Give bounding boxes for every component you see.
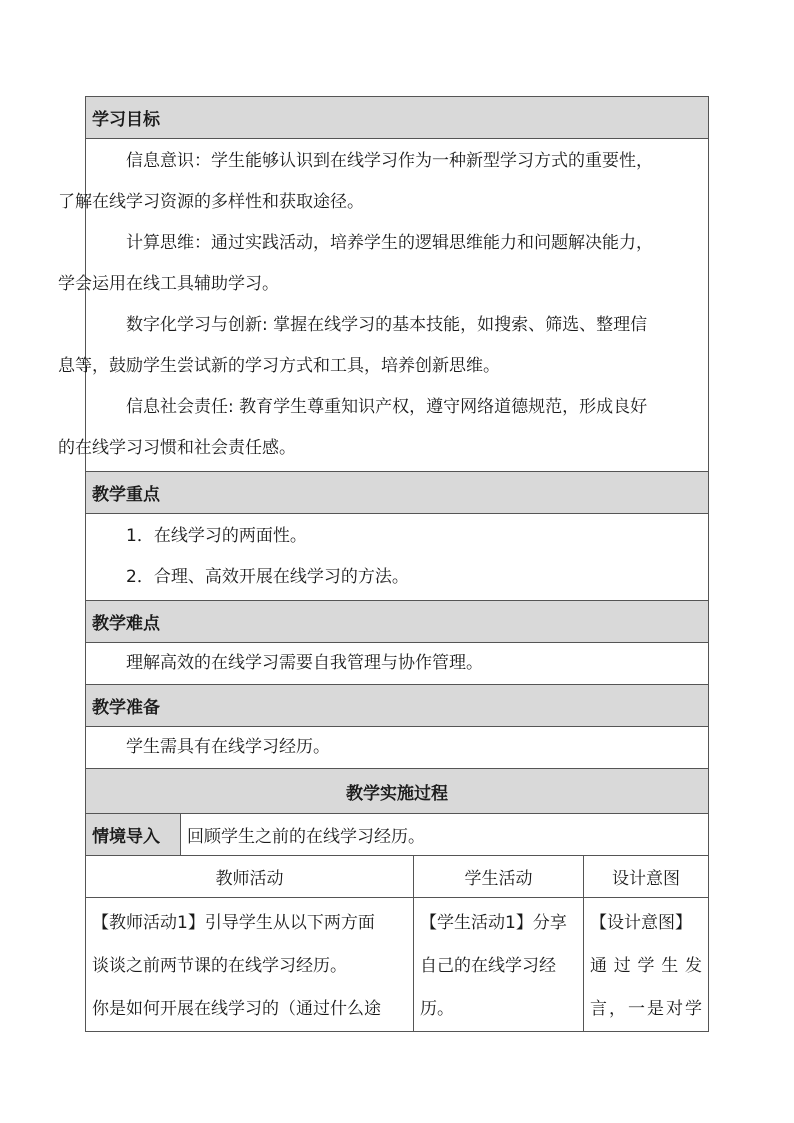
goal-info-awareness (58, 141, 702, 223)
goal-computational-thinking (58, 223, 702, 305)
goal-text-line: 了解在线学习资源的多样性和获取途径。 (58, 192, 364, 212)
difficulties-title: 教学难点 (86, 601, 709, 643)
process-title: 教学实施过程 (86, 769, 709, 814)
goals-title: 学习目标 (86, 97, 709, 139)
process-header-row (86, 769, 709, 814)
design-line: 言，一是对学 (590, 999, 702, 1019)
student-line: 【学生活动1】分享 (420, 913, 567, 933)
teacher-line: 【教师活动1】引导学生从以下两方面 (92, 913, 375, 933)
goal-social-responsibility (58, 387, 702, 469)
lesson-plan-table (58, 96, 708, 1032)
teacher-line: 你是如何开展在线学习的（通过什么途 (92, 999, 381, 1019)
key-points-body-row (86, 514, 709, 601)
col-design-intent: 设计意图 (584, 856, 709, 898)
goal-digital-learning (58, 305, 702, 387)
design-line: 通 过 学 生 发 (590, 956, 702, 976)
key-points-content (86, 514, 709, 601)
student-line: 自己的在线学习经 (420, 956, 556, 976)
teacher-line: 谈谈之前两节课的在线学习经历。 (92, 956, 347, 976)
difficulty-text: 理解高效的在线学习需要自我管理与协作管理。 (126, 653, 483, 673)
goal-text-line: 信息社会责任: 教育学生尊重知识产权，遵守网络道德规范，形成良好 (126, 397, 648, 417)
preparation-text: 学生需具有在线学习经历。 (126, 737, 330, 757)
key-points-header-row (86, 472, 709, 514)
goal-text-line: 计算思维：通过实践活动，培养学生的逻辑思维能力和问题解决能力， (126, 233, 653, 253)
preparation-header-row (86, 685, 709, 727)
preparation-body-row (86, 727, 709, 769)
teacher-activity-cell (86, 898, 414, 1032)
design-intent-cell (584, 898, 709, 1032)
goal-text-line: 信息意识：学生能够认识到在线学习作为一种新型学习方式的重要性， (126, 151, 653, 171)
intro-label: 情境导入 (86, 814, 181, 856)
goal-text-line: 的在线学习习惯和社会责任感。 (58, 438, 296, 458)
goals-header-row (86, 97, 709, 139)
key-points-title: 教学重点 (86, 472, 709, 514)
activity-column-headers (86, 856, 709, 898)
col-student-activity: 学生活动 (414, 856, 584, 898)
difficulties-content (86, 643, 709, 685)
intro-row (86, 814, 709, 856)
key-point-item: 1．在线学习的两面性。 (126, 526, 307, 546)
preparation-title: 教学准备 (86, 685, 709, 727)
goal-text-line: 息等，鼓励学生尝试新的学习方式和工具，培养创新思维。 (58, 356, 500, 376)
student-activity-cell (414, 898, 584, 1032)
intro-text: 回顾学生之前的在线学习经历。 (181, 814, 709, 856)
difficulties-body-row (86, 643, 709, 685)
preparation-content (86, 727, 709, 769)
goals-body-row (86, 139, 709, 472)
design-line: 【设计意图】 (590, 913, 692, 933)
difficulties-header-row (86, 601, 709, 643)
goals-content (58, 139, 709, 472)
goal-text-line: 学会运用在线工具辅助学习。 (58, 274, 279, 294)
activity-row (86, 898, 709, 1032)
key-point-item: 2．合理、高效开展在线学习的方法。 (126, 567, 409, 587)
goal-text-line: 数字化学习与创新: 掌握在线学习的基本技能，如搜索、筛选、整理信 (126, 315, 648, 335)
student-line: 历。 (420, 999, 454, 1019)
col-teacher-activity: 教师活动 (86, 856, 414, 898)
